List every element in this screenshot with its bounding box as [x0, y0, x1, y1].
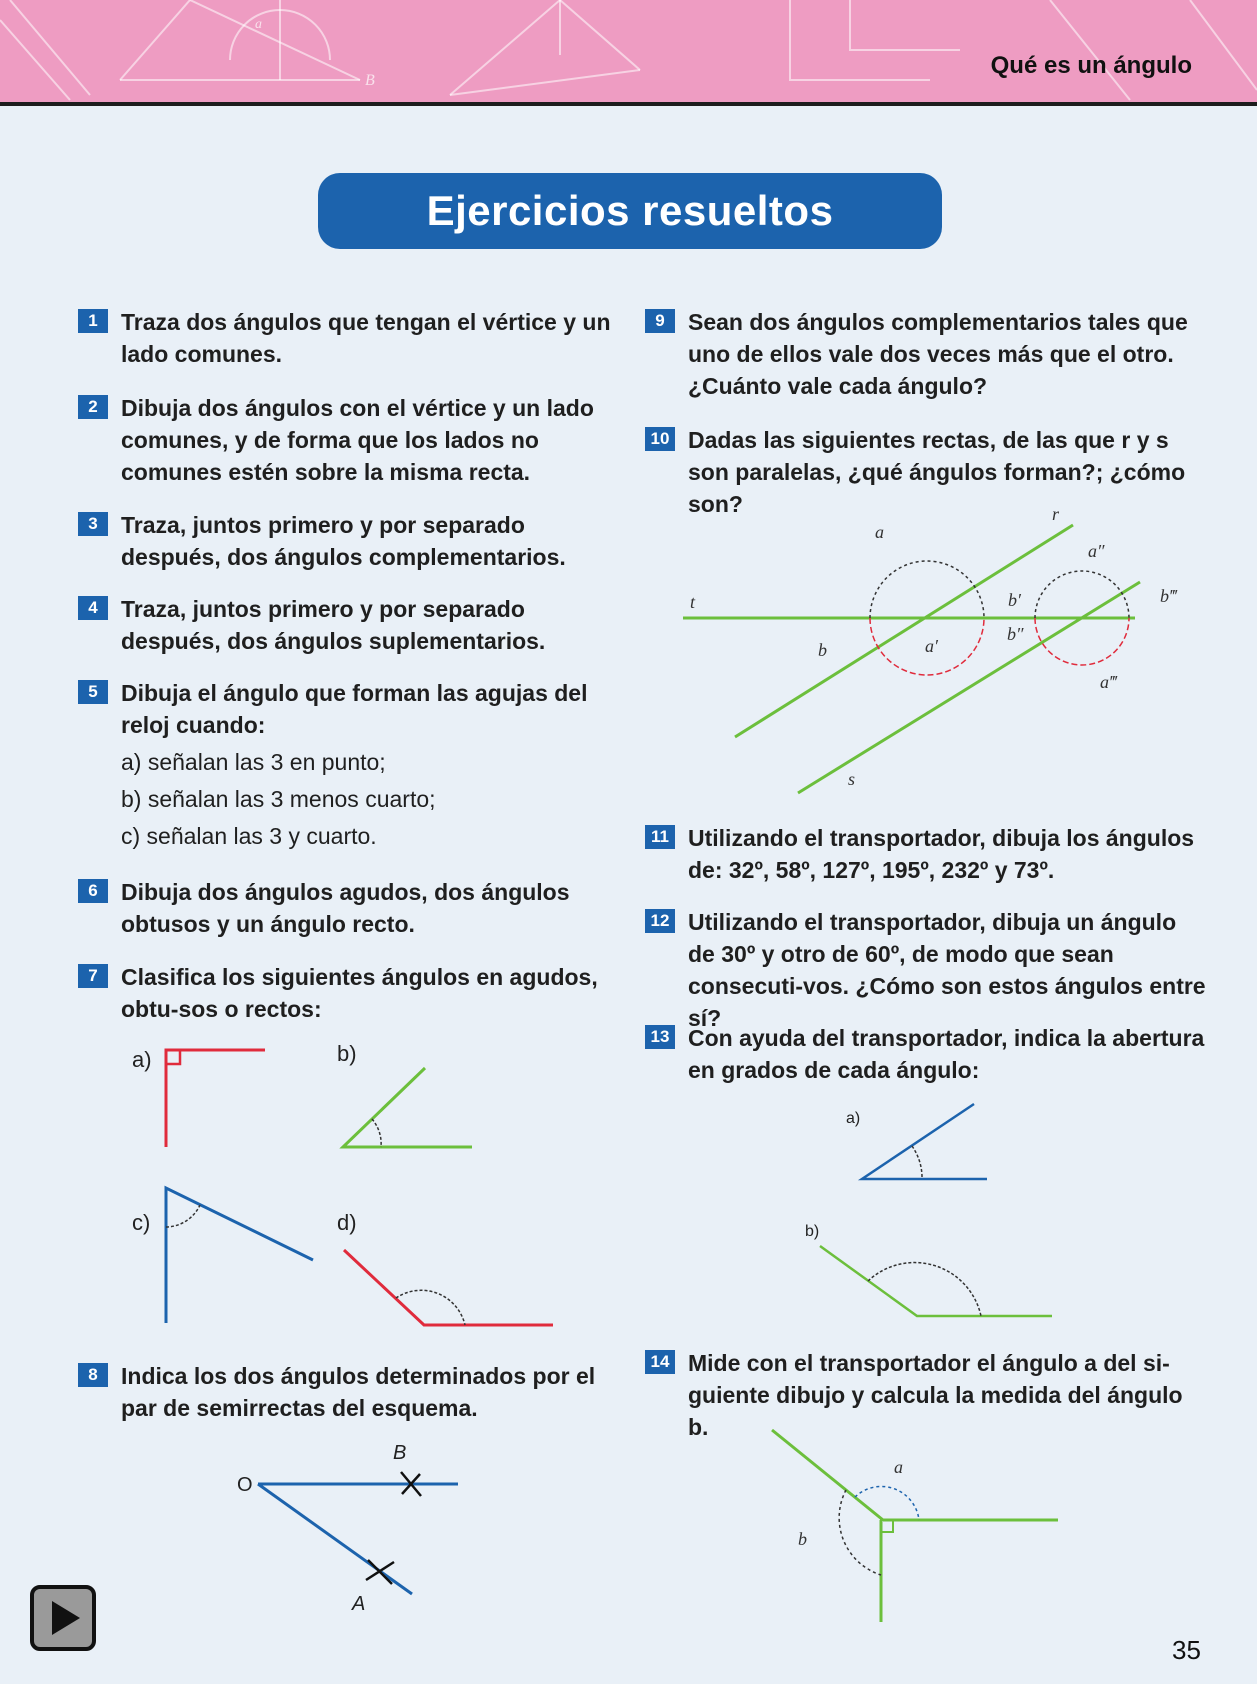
exercise-number: 6 — [78, 879, 108, 903]
exercise-number: 8 — [78, 1363, 108, 1387]
angle-a1-label: a′ — [925, 636, 938, 656]
exercise-number: 1 — [78, 309, 108, 333]
exercise-text: Utilizando el transportador, dibuja un ángulo de 30º y otro de 60º, de modo que sean consecuti-vos. ¿Cómo son estos ángulos entre sí? — [688, 909, 1206, 1031]
angle-b1-label: b′ — [1008, 590, 1021, 610]
exercise-text: Con ayuda del transportador, indica la abertura en grados de cada ángulo: — [688, 1025, 1205, 1083]
figure-label-a: a) — [846, 1110, 861, 1127]
exercise-number: 3 — [78, 512, 108, 536]
figure-label-a: a) — [132, 1047, 152, 1072]
exercise-text: Utilizando el transportador, dibuja los ángulos de: 32º, 58º, 127º, 195º, 232º y 73º. — [688, 825, 1195, 883]
exercise-item: a) señalan las 3 en punto; — [121, 749, 386, 775]
exercise-number: 12 — [645, 909, 675, 933]
line-s-label: s — [848, 769, 856, 789]
section-banner: Ejercicios resueltos — [318, 173, 942, 249]
angle-b2-label: b″ — [1007, 624, 1024, 644]
exercise-item: b) señalan las 3 menos cuarto; — [121, 786, 436, 812]
angle-b-label: b — [798, 1529, 807, 1549]
exercise-text: Traza, juntos primero y por separado después, dos ángulos suplementarios. — [121, 596, 546, 654]
exercise-number: 13 — [645, 1025, 675, 1049]
point-o-label: O — [237, 1474, 253, 1496]
svg-text:B: B — [365, 72, 375, 89]
angle-b-label: b — [818, 640, 827, 660]
exercise-text: Dibuja el ángulo que forman las agujas del reloj cuando: — [121, 680, 588, 738]
exercise-text: Traza dos ángulos que tengan el vértice y un lado comunes. — [121, 309, 611, 367]
exercise-number: 2 — [78, 395, 108, 419]
page-number: 35 — [1172, 1635, 1201, 1665]
angle-a2-label: a″ — [1088, 541, 1105, 561]
point-b-label: B — [393, 1442, 407, 1464]
figure-label-b: b) — [337, 1041, 357, 1066]
exercise-text: Indica los dos ángulos determinados por el par de semirrectas del esquema. — [121, 1363, 596, 1421]
angle-b3-label: b‴ — [1160, 586, 1177, 606]
exercise-number: 10 — [645, 427, 675, 451]
exercise-number: 14 — [645, 1350, 675, 1374]
play-icon — [34, 1589, 92, 1647]
line-r-label: r — [1052, 504, 1060, 524]
exercise-text: Dibuja dos ángulos con el vértice y un lado comunes, y de forma que los lados no comunes estén sobre la misma recta. — [121, 395, 594, 485]
exercise-number: 11 — [645, 825, 675, 849]
figure-label-c: c) — [132, 1210, 151, 1235]
exercise-item: c) señalan las 3 y cuarto. — [121, 823, 377, 849]
play-button[interactable] — [30, 1585, 96, 1651]
exercise-text: Mide con el transportador el ángulo a del si-guiente dibujo y calcula la medida del ángulo b. — [688, 1350, 1183, 1440]
exercise-text: Traza, juntos primero y por separado después, dos ángulos complementarios. — [121, 512, 566, 570]
angle-a3-label: a‴ — [1100, 672, 1117, 692]
point-a-label: A — [352, 1593, 366, 1615]
exercise-number: 9 — [645, 309, 675, 333]
exercise-text: Clasifica los siguientes ángulos en agudos, obtu-sos o rectos: — [121, 964, 598, 1022]
exercise-number: 4 — [78, 596, 108, 620]
figure-label-d: d) — [337, 1210, 357, 1235]
figure-label-b: b) — [805, 1223, 820, 1240]
chapter-title: Qué es un ángulo — [990, 52, 1192, 79]
exercise-number: 7 — [78, 964, 108, 988]
exercise-text: Dibuja dos ángulos agudos, dos ángulos obtusos y un ángulo recto. — [121, 879, 570, 937]
angle-a-label: a — [875, 522, 884, 542]
svg-text:a: a — [255, 17, 262, 32]
exercise-text: Dadas las siguientes rectas, de las que r y s son paralelas, ¿qué ángulos forman?; ¿cómo son? — [688, 427, 1186, 517]
angle-a-label: a — [894, 1457, 903, 1477]
line-t-label: t — [690, 592, 696, 612]
exercise-text: Sean dos ángulos complementarios tales que uno de ellos vale dos veces más que el otro. ¿Cuánto vale cada ángulo? — [688, 309, 1188, 399]
exercise-number: 5 — [78, 680, 108, 704]
